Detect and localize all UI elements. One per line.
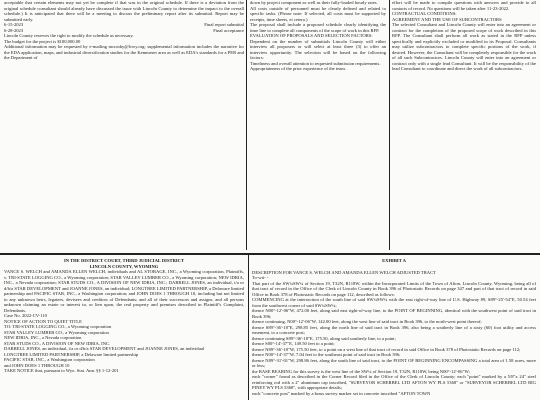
exhibit-paragraph: thence N89°-31'-01"W, 298.86 feet, along the south line of said tract, to the POINT OF BEGINNING ENCOMPASSING a total area of 1.58 acres, more or less;	[252, 357, 536, 368]
exhibit-paragraph: thence N00°-14'-37"W, 7.04 feet to the southeast point of said tract in Book 396;	[252, 352, 401, 357]
schedule-label: Final report submittal	[204, 22, 244, 27]
exhibit-a	[252, 258, 536, 400]
column-divider	[389, 0, 390, 250]
rfp-section-heading: EVALUATION OF PROPOSALS AND SELECTION FACTORS:	[250, 33, 373, 38]
column-divider	[246, 0, 247, 250]
exhibit-paragraph: To-wit- -	[252, 275, 269, 280]
rfp-paragraph: acceptable that certain elements may not yet be complete if that was in the original schedule. If there is a deviation from the original schedule consultant should already have discussed the issue with Lincoln County to determine the impact to the overall schedule.) It is anticipated that there will be a meeting to discuss the preliminary report after its submittal. Report may be submitted early.	[4, 0, 244, 22]
exhibit-paragraph: thence continuing, N00°-12'-06"W, 142.00 feet, along the west line of said tract in Book 396, to the north-west point thereof;	[252, 319, 482, 324]
exhibit-paragraph: thence continuing S89°-36'-18"E, 175.50, along said southerly line, to a point;	[252, 335, 396, 341]
exhibit-paragraph: the BASE BEARING for this survey is the west line of the SW¼ of Section 19, T32N, R118W, being N00°-12'-06"W;	[252, 368, 470, 374]
rfp-paragraph: Timeliness and overall attention to requested submission requirements.	[250, 60, 381, 66]
rfp-column-left	[4, 0, 244, 250]
court-paragraph: LONGTREE LIMITED PARTNERSHIP, a Delaware limited partnership	[4, 351, 139, 357]
exhibit-paragraph: thence S89°-36'-18"E, 298.85 feet, along the north line of said tract in Book 396, also being a southerly line of a sixty (60) foot utility and access easement, to a concrete post;	[252, 324, 536, 335]
exhibit-paragraph: That part of the SW¼SW¼ of Section 19, T32N, R118W, within the Incorporated Limits of the Town of Afton, Lincoln County, Wyoming, being all of that tract of record in the Office of the Clerk of Lincoln County in Book 396 of Photostatic Records on page 347 and part of that tract of record in said Office in Book 378 of Photostatic Records on page 112, described as follows:	[252, 280, 536, 297]
rfp-column-middle	[250, 0, 386, 250]
exhibit-paragraph: thence N00°-12'-06"W, 472.00 feet, along said east right-of-way line, to the POINT OF BEGINNING, identical with the southwest point of said tract in Book 396;	[252, 308, 536, 319]
section-divider	[0, 253, 540, 255]
rfp-section-heading: AGREEMENT AND THE USE OF SUBCONTRACTORS	[392, 16, 502, 22]
court-notice	[4, 258, 244, 400]
court-paragraph: VANCE S. WELCH and AMANDA ELLEN WELCH, individuals and AL STORAGE, INC., a Wyoming corporation, Plaintiffs, v. TRI-STATE LOGGING CO., a Wyoming corporation; STAR VALLEY LUMBER CO., a Wyoming corporation; NEW IDRIA, INC., a Nevada corporation; STAR STUDS CO., A DIVISION OF NEW IDRIA, INC.; DARRELL JONES, an individual, t/a or d/b/a STAR DEVELOPMENT and JOANNE JONES, an individual; LONGTREE LIMITED PARTNERSHIP, a Delaware limited partnership and PACIFIC STAR, INC., a Washington corporation; and JOHN DOES 1 THROUGH 10, including but not limited to any unknown heirs, legatees, devisees and creditors of Defendants; and all of their successors and assigns, and all persons unknown claiming an estate or interest in, or lien upon, the real property and premises described in Plaintiff's Complaint, Defendants.	[4, 269, 244, 313]
court-paragraph: STAR VALLEY LUMBER CO., a Wyoming corporation	[4, 329, 109, 335]
schedule-date: 6-15-2023	[4, 22, 24, 27]
court-paragraph: PACIFIC STAR, INC., a Washington corporation	[4, 357, 95, 362]
exhibit-paragraph: each "corner" found as described in the Corner Record filed in the Office of the Clerk of Lincoln County; each "point" marked by a 5/8"x 24" steel reinforcing rod with a 2" aluminum cap inscribed, "SURVEYOR SCHERBEL LTD AFTON WY PLS 5368" or "SURVEYOR SCHERBEL LTD BIG PINEY WY PLS 5368", with appropriate details;	[252, 374, 536, 390]
exhibit-paragraph: thence N89°-36'-18"W, 175.50 feet, to a point on a west line of that tract of record in said Office in Book 378 of Photostatic Records on page 112;	[252, 346, 521, 352]
court-paragraph: and JOHN DOES 1 THROUGH 10	[4, 362, 70, 368]
exhibit-paragraph: COMMENCING at the intersection of the south line of said SW¼SW¼ with the east right-of-way line of U.S. Highway 89, S89°-25'-54"E, 50.54 feet from the southwest corner of said SW¼SW¼;	[252, 297, 536, 308]
rfp-paragraph: Lincoln County reserves the right to modify the schedule as necessary.	[4, 33, 134, 38]
rfp-paragraph: down by project component as well as their fully-loaded hourly rates.	[250, 0, 378, 5]
rfp-paragraph: All costs outside of personnel must be clearly defined and related to specific tasks. (Please note: If selected, all costs must be supported by receipts, time sheets, et cetera.)	[250, 5, 386, 22]
court-paragraph: STAR STUDS CO., A DIVISION OF NEW IDRIA, INC.	[4, 340, 111, 346]
exhibit-paragraph: thence S00°-14'-37"E, 149.50 feet to a point;	[252, 341, 335, 346]
notice-title: NOTICE OF ACTION TO QUIET TITLE	[4, 318, 82, 324]
exhibit-title: EXHIBIT A	[382, 258, 406, 263]
court-heading: IN THE DISTRICT COURT, THIRD JUDICIAL DISTRICT	[63, 258, 185, 263]
case-number: Case No. 2022-CV-110	[4, 313, 47, 318]
rfp-paragraph: Appropriateness of the prior experience of the team.	[250, 66, 346, 71]
court-paragraph: DARRELL JONES, an individual, t/a or d/b/a STAR DEVELOPMENT and JOANNE JONES, an individual	[4, 346, 205, 351]
rfp-paragraph: The selected Consultant and Lincoln County will enter into an agreement or contract for the completion of the proposed scope of work described in this RFP. The Consultant shall perform all work as stated in the RFP unless specifically and explicitly excluded or modified in its Proposal. Consultants may utilize subcontractors to complete specific portions of the work, if desired. However, the Consultant will be completely responsible for the work of all such Subcontractors. Lincoln County will enter into an agreement or contract only with a single lead Consultant. It will be the responsibility of the lead Consultant to coordinate and direct the work of all subcontractors.	[392, 22, 536, 71]
schedule-label: Final acceptance	[213, 27, 244, 33]
court-paragraph: TAKE NOTICE that, pursuant to Wyo. Stat. Ann. §§ 1-12-201	[4, 368, 119, 373]
schedule-date: 6-28-2023	[4, 27, 24, 33]
rfp-column-right	[392, 0, 536, 250]
exhibit-paragraph: each "concrete post" marked by a brass survey marker set in concrete inscribed "AFTON TOWN	[252, 390, 431, 396]
rfp-paragraph: Additional information may be requested by e-mailing mcrosby@lcwy.org; supplemental information includes the narrative for the EDA application, maps, and industrial diversification studies for the Kemmerer area as well as EDA's standards for a PER and the Department of	[4, 44, 244, 60]
court-paragraph: NEW IDRIA, INC., a Nevada corporation	[4, 335, 82, 340]
rfp-paragraph: Dependent on the number of submittals Lincoln County will either interview all proposers or will select at least three (3) to offer an interview opportunity. The selection will be based on the following factors:	[250, 38, 386, 60]
exhibit-paragraph: DESCRIPTION FOR VANCE S. WELCH AND AMANDA ELLEN WELCH ADJUSTED TRACT	[252, 269, 436, 275]
rfp-paragraph: The budget for the project is $100,000.00	[4, 38, 81, 44]
rfp-paragraph: The proposal shall include a proposed schedule clearly identifying the time line to complete all components of the scope of work in this RFP.	[250, 22, 386, 33]
rfp-paragraph: effort will be made to compile questions with answers and provide to all contacts of record. No questions will be taken after 11-23-2022.	[392, 0, 536, 11]
court-subheading: LINCOLN COUNTY, WYOMING	[89, 263, 159, 269]
column-divider	[248, 255, 249, 400]
court-paragraph: TO: TRI-STATE LOGGING CO., a Wyoming corporation	[4, 324, 112, 329]
rfp-section-heading: CONTRACTUAL CONDITIONS:	[392, 11, 457, 16]
